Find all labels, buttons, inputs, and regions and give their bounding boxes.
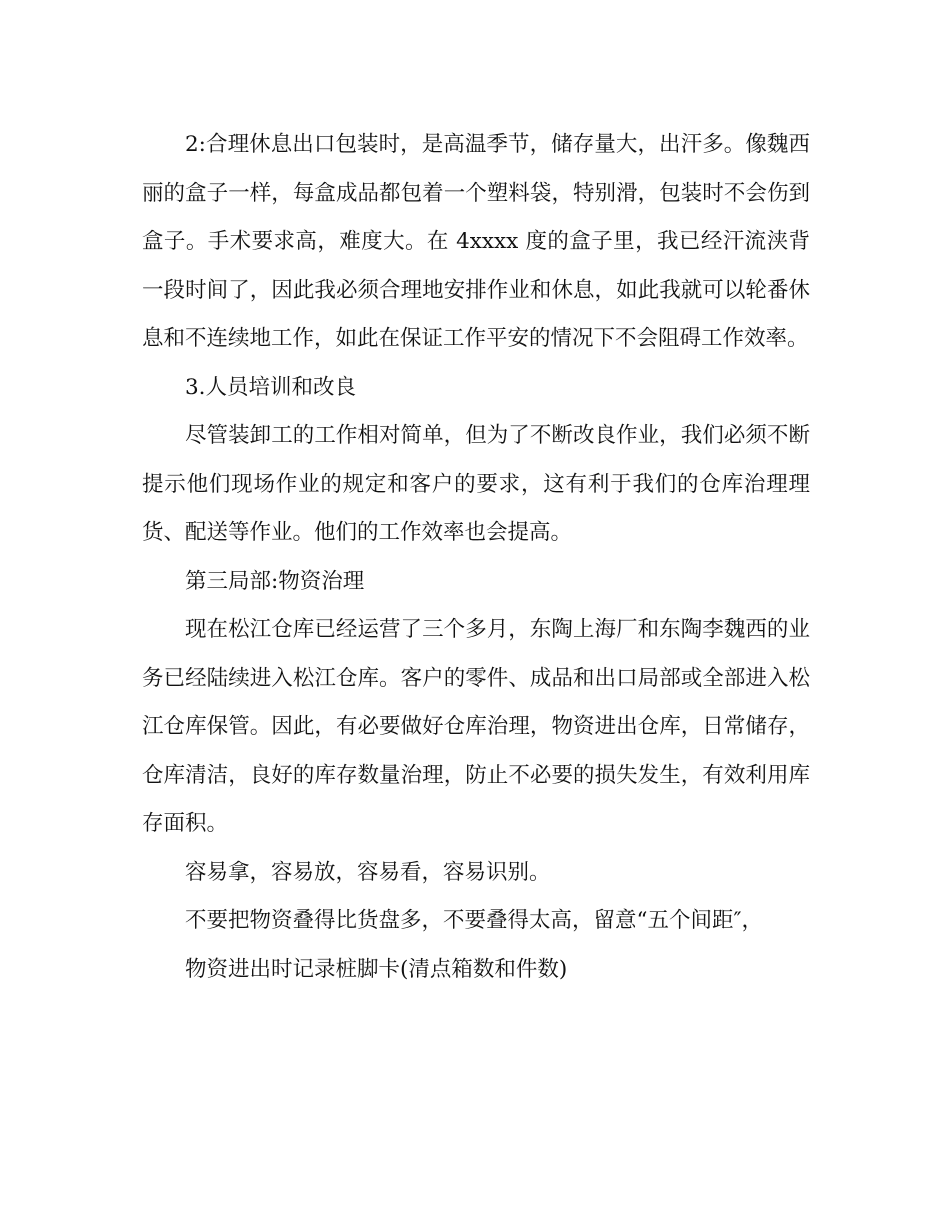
- document-body: [142, 121, 810, 994]
- heading-staff-training: 3.人员培训和改良: [185, 374, 357, 400]
- paragraph-rest-arrangement: 2:合理休息出口包装时，是高温季节，储存量大，出汗多。像魏西丽的盒子一样，每盒成品都包着一个塑料袋，特别滑，包装时不会伤到盒子。手术要求高，难度大。在 4xxxx 度的盒子里，我已经汗流浃背一段时间了，因此我必须合理地安排作业和休息，如此我就可以轮番休息和不连续地工作，如此在保证工作平安的情况下不会阻碍工作效率。: [142, 132, 810, 351]
- paragraph-stacking-rules: 不要把物资叠得比货盘多，不要叠得太高，留意“五个间距″，: [185, 908, 764, 933]
- paragraph-record-card: 物资进出时记录桩脚卡(清点箱数和件数): [185, 956, 568, 982]
- paragraph-staff-training: 尽管装卸工的工作相对简单，但为了不断改良作业，我们必须不断提示他们现场作业的规定和客户的要求，这有利于我们的仓库治理理货、配送等作业。他们的工作效率也会提高。: [142, 423, 810, 545]
- heading-part-three: 第三局部:物资治理: [185, 568, 365, 594]
- paragraph-warehouse-management: 现在松江仓库已经运营了三个多月，东陶上海厂和东陶李魏西的业务已经陆续进入松江仓库。客户的零件、成品和出口局部或全部进入松江仓库保管。因此，有必要做好仓库治理，物资进出仓库，日常储存，仓库清洁，良好的库存数量治理，防止不必要的损失发生，有效利用库存面积。: [142, 617, 810, 836]
- paragraph-easy-access: 容易拿，容易放，容易看，容易识别。: [185, 859, 551, 885]
